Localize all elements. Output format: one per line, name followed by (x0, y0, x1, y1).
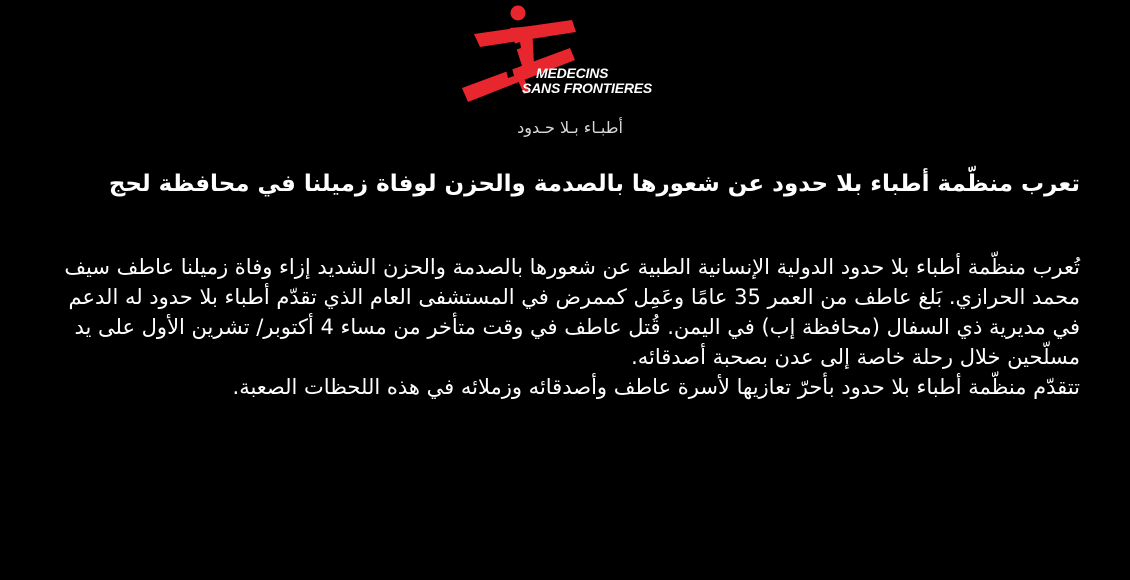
body-paragraph-2: تتقدّم منظّمة أطباء بلا حدود بأحرّ تعازيها لأسرة عاطف وأصدقائه وزملائه في هذه اللحظات الصعبة. (232, 375, 1080, 399)
body-paragraph-1: تُعرب منظّمة أطباء بلا حدود الدولية الإنسانية الطبية عن شعورها بالصدمة والحزن الشديد إزاء وفاة زميلنا عاطف سيف محمد الحرازي. بَلغ عاطف من العمر 35 عامًا وعَمِل كممرض في المستشفى العام الذي تقدّم أطباء بلا حدود له الدعم في مديرية ذي السفال (محافظة إب) في اليمن. قُتل عاطف في وقت متأخر من مساء 4 أكتوبر/ تشرين الأول على يد مسلّحين خلال رحلة خاصة إلى عدن بصحبة أصدقائه. (64, 255, 1080, 369)
logo-wordmark (522, 66, 692, 96)
logo-line-1: MEDECINS (536, 65, 609, 81)
msf-logo (440, 4, 700, 144)
logo-arabic-name: أطبـاء بـلا حـدود (517, 118, 623, 137)
statement-body (40, 252, 1080, 402)
logo-line-2: SANS FRONTIERES (522, 80, 653, 96)
statement-headline: تعرب منظّمة أطباء بلا حدود عن شعورها بالصدمة والحزن لوفاة زميلنا في محافظة لحج (108, 171, 1080, 197)
